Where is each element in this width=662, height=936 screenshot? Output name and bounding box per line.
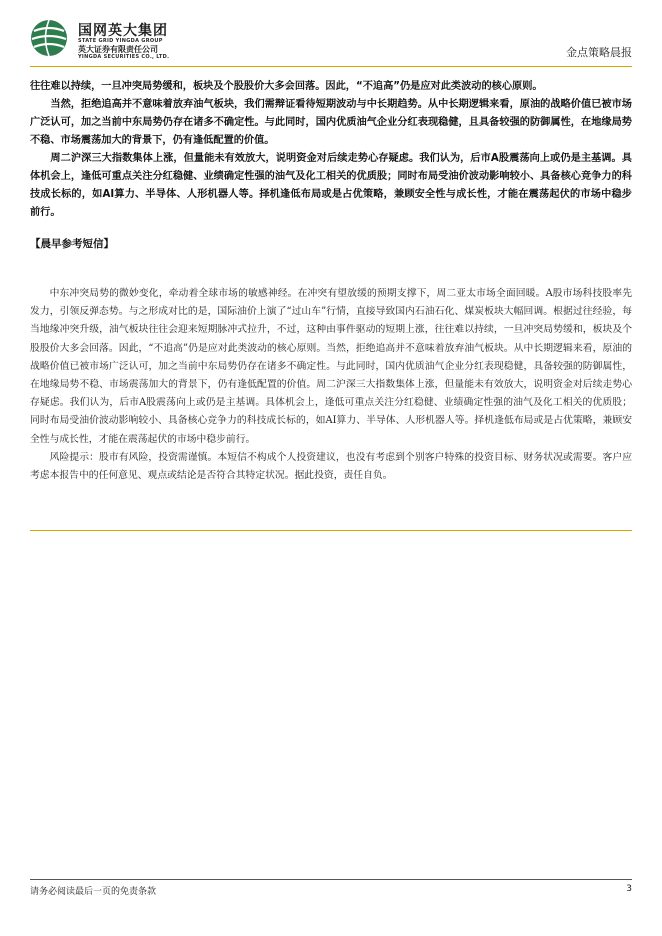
footer-divider <box>30 879 632 880</box>
brief-divider <box>30 530 632 531</box>
section-title: 【晨早参考短信】 <box>30 238 114 250</box>
body-paragraph-2: 当然，拒绝追高并不意味着放弃油气板块，我们需辩证看待短期波动与中长期趋势。从中长期逻辑来看，原油的战略价值已被市场广泛认可，加之当前中东局势仍存在诸多不确定性。与此同时，国内优质油气企业分红表现稳健，且具备较强的防御属性，在地缘局势不稳、市场震荡加大的背景下，仍有逢低配置的价值。 <box>30 99 632 146</box>
body-paragraph-1: 往往难以持续，一旦冲突局势缓和，板块及个股股价大多会回落。因此，“不追高”仍是应对此类波动的核心原则。 <box>30 81 543 92</box>
header-divider <box>30 66 632 67</box>
logo-company-name-en: YINGDA SECURITIES CO., LTD. <box>78 54 170 60</box>
page-header <box>30 14 632 62</box>
logo-group-name: 国网英大集团 <box>78 23 168 39</box>
body-text <box>30 78 632 222</box>
body-paragraph-3: 周二沪深三大指数集体上涨，但量能未有效放大，说明资金对后续走势心存疑虑。我们认为，后市A股震荡向上或仍是主基调。具体机会上，逢低可重点关注分红稳健、业绩确定性强的油气及化工相关的优质股；同时布局受油价波动影响较小、具备核心竞争力的科技成长标的，如AI算力、半导体、人形机器人等。择机逢低布局或是占优策略，兼顾安全性与成长性，才能在震荡起伏的市场中稳步前行。 <box>30 153 632 218</box>
logo-company-name: 英大证券有限责任公司 <box>78 45 158 54</box>
report-name: 金点策略晨报 <box>566 46 632 59</box>
disclaimer-note: 请务必阅读最后一页的免责条款 <box>30 887 157 897</box>
page-number: 3 <box>626 884 632 894</box>
morning-brief <box>30 285 632 485</box>
state-grid-globe-icon <box>30 19 68 57</box>
risk-warning: 风险提示：股市有风险，投资需谨慎。本短信不构成个人投资建议，也没有考虑到个别客户特殊的投资目标、财务状况或需要。客户应考虑本报告中的任何意见、观点或结论是否符合其特定状况。据此投资，责任自负。 <box>30 451 632 482</box>
logo-group-name-en: STATE GRID YINGDA GROUP <box>78 38 163 44</box>
brief-paragraph-1: 中东冲突局势的微妙变化，牵动着全球市场的敏感神经。在冲突有望放缓的预期支撑下，周二亚太市场全面回暖。A股市场科技股率先发力，引领反弹态势。与之形成对比的是，国际油价上演了“过山车”行情，直接导致国内石油石化、煤炭板块大幅回调。根据过往经验，每当地缘冲突升级，油气板块往往会迎来短期脉冲式拉升，不过，这种由事件驱动的短期上涨，往往难以持续，一旦冲突局势缓和，板块及个股股价大多会回落。因此，“不追高”仍是应对此类波动的核心原则。当然，拒绝追高并不意味着放弃油气板块。从中长期逻辑来看，原油的战略价值已被市场广泛认可，加之当前中东局势仍存在诸多不确定性。与此同时，国内优质油气企业分红表现稳健，具备较强的防御属性，在地缘局势不稳、市场震荡加大的背景下，仍有逢低配置的价值。周二沪深三大指数集体上涨，但量能未有效放大，说明资金对后续走势心存疑虑。我们认为，后市A股震荡向上或仍是主基调。具体机会上，逢低可重点关注分红稳健、业绩确定性强的油气及化工相关的优质股；同时布局受油价波动影响较小、具备核心竞争力的科技成长标的，如AI算力、半导体、人形机器人等。择机逢低布局或是占优策略，兼顾安全性与成长性，才能在震荡起伏的市场中稳步前行。 <box>30 288 632 445</box>
company-logo <box>30 14 190 60</box>
